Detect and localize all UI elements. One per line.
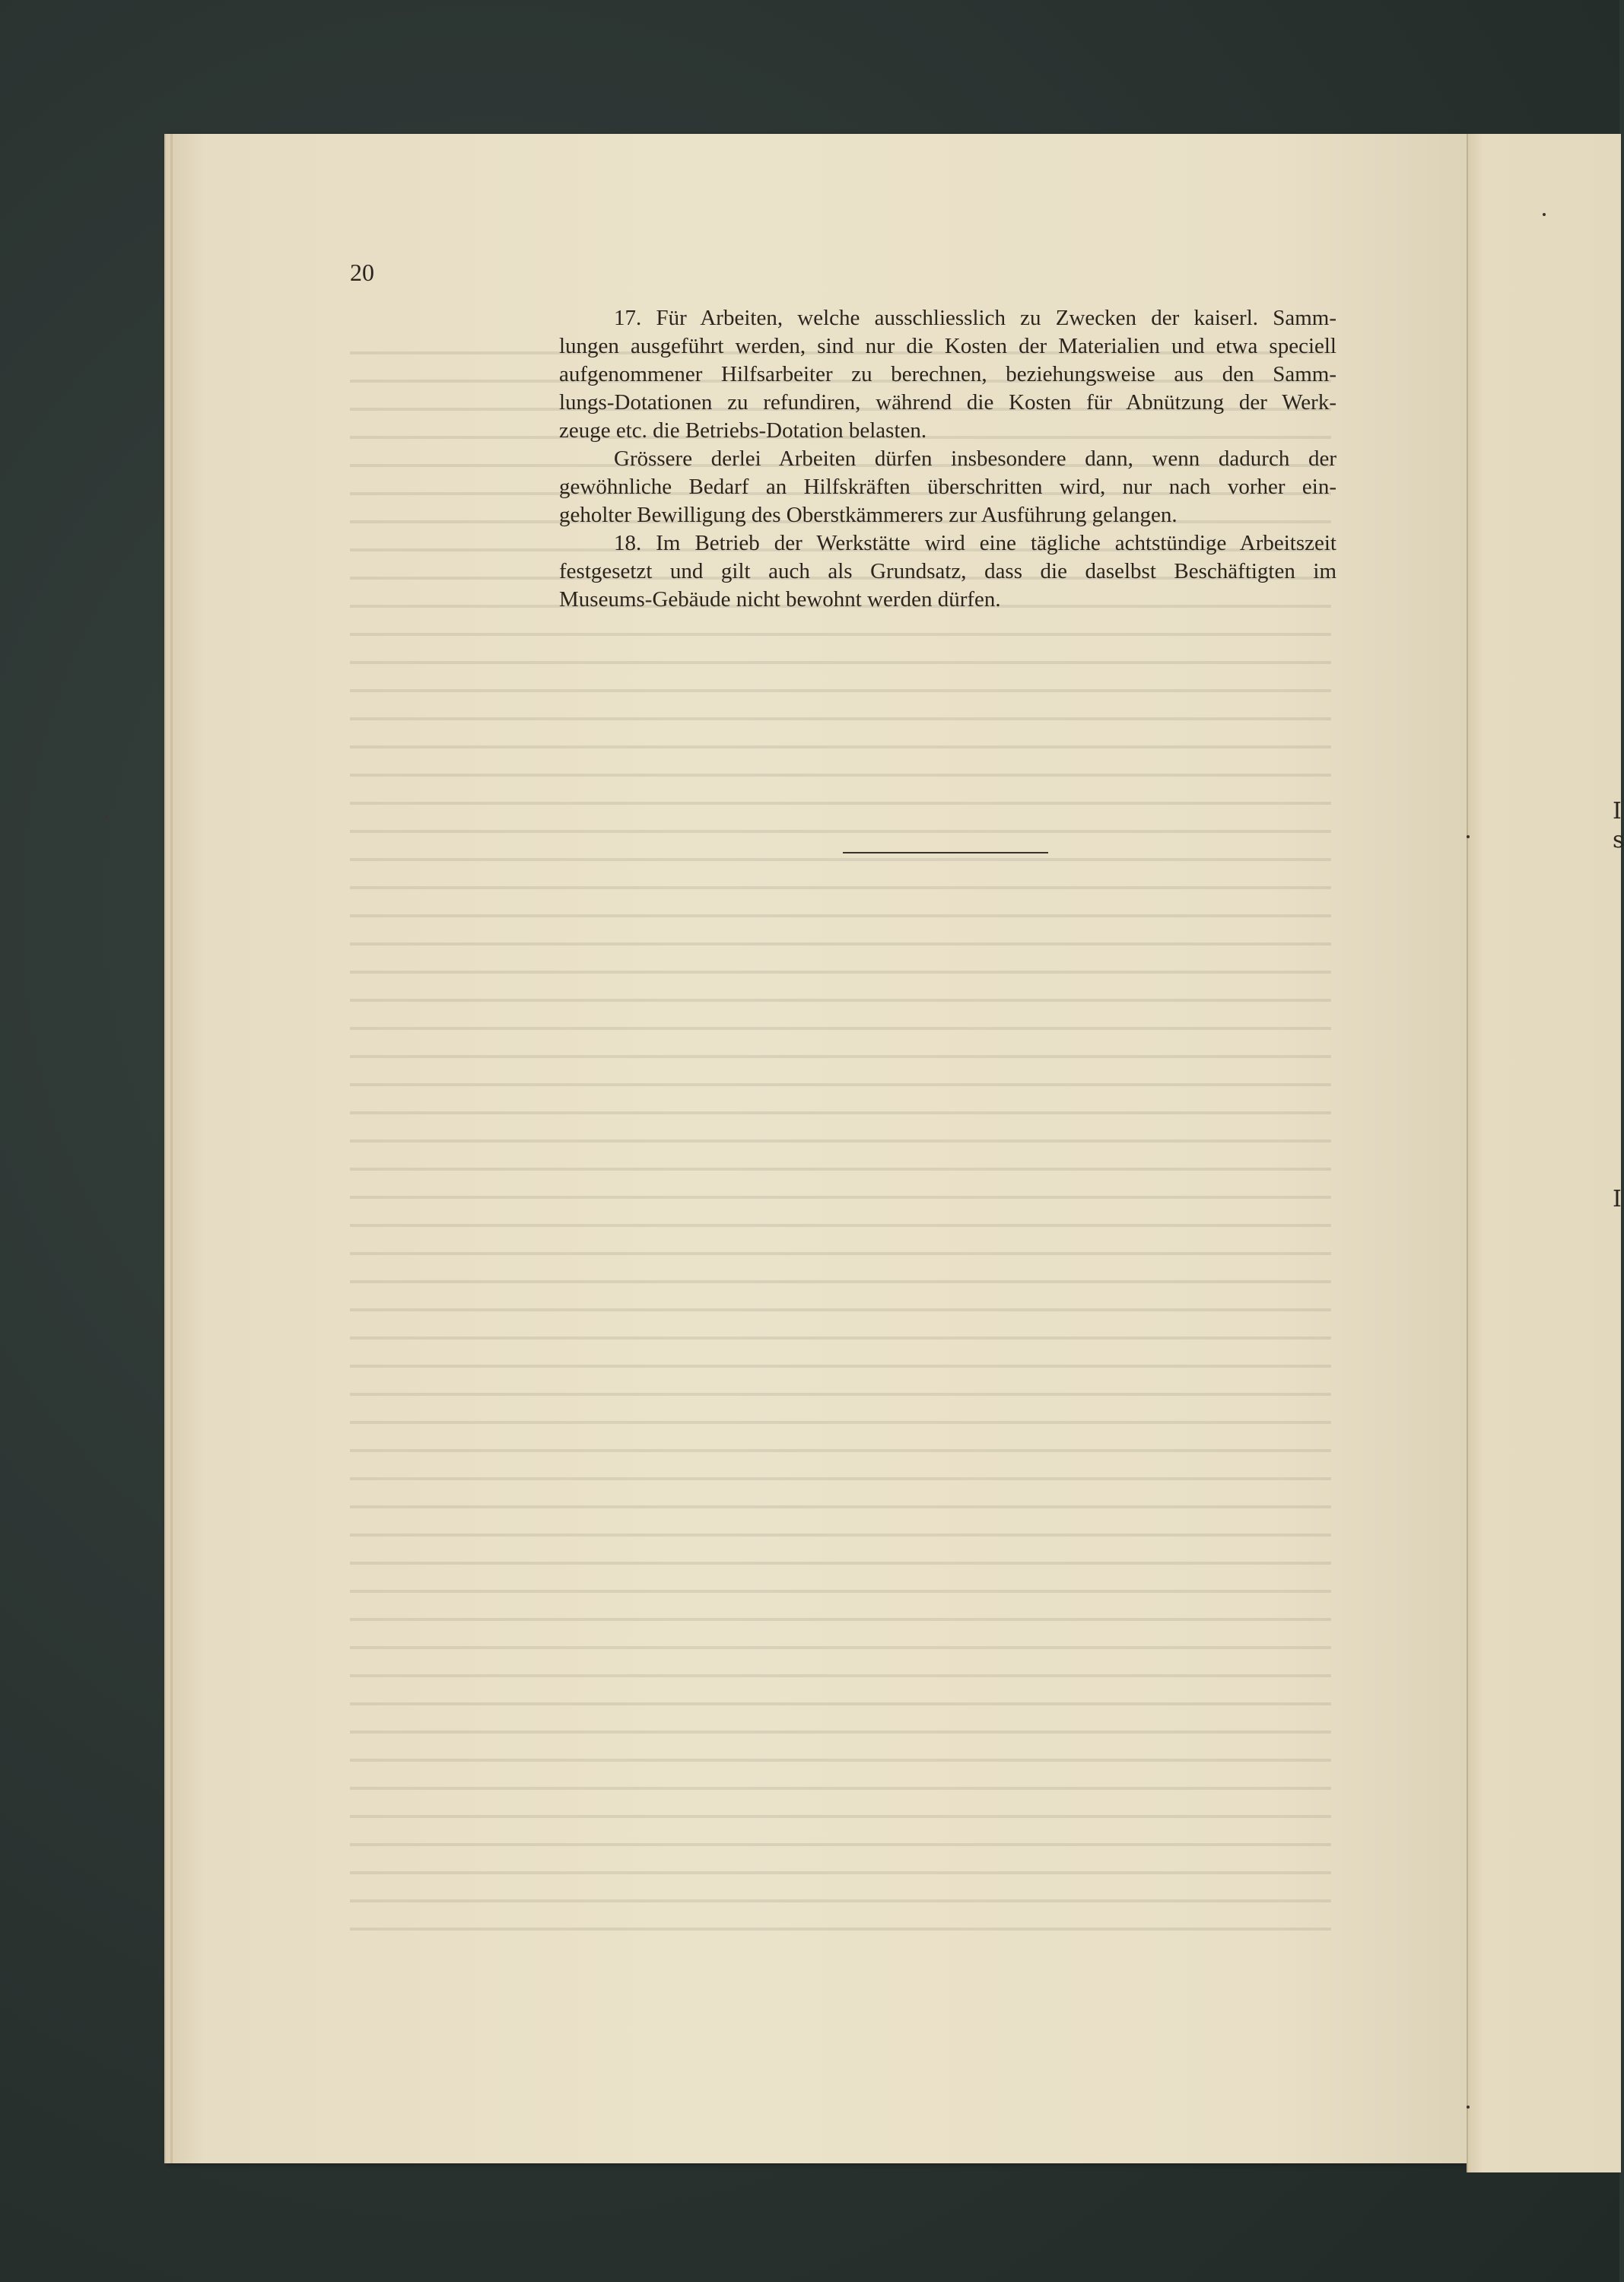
text-line: geholter Bewilligung des Oberstkämmerers zur Ausführung gelangen.: [559, 503, 1177, 527]
paragraph-17: [559, 304, 1336, 445]
paragraph-groessere: [559, 445, 1336, 529]
right-page-edge: [1467, 134, 1621, 2172]
text-line: gewöhnliche Bedarf an Hilfskräften überschritten wird, nur nach vorher ein-: [559, 475, 1336, 499]
paper-speck: [1467, 2106, 1470, 2109]
text-line: Museums-Gebäude nicht bewohnt werden dürfen.: [559, 587, 1001, 612]
text-line: aufgenommener Hilfsarbeiter zu berechnen, beziehungsweise aus den Samm-: [559, 362, 1336, 386]
right-page-fragment: I: [1613, 1186, 1622, 1213]
paper-speck: [1467, 835, 1470, 838]
page-number: 20: [350, 259, 374, 286]
paper-speck: [105, 815, 108, 818]
text-line: lungen ausgeführt werden, sind nur die Kosten der Materialien und etwa speciell: [559, 334, 1336, 358]
text-line: 17. Für Arbeiten, welche ausschliesslich zu Zwecken der kaiserl. Samm-: [614, 306, 1336, 330]
section-divider: [843, 852, 1048, 853]
body-text: [559, 304, 1336, 614]
text-line: 18. Im Betrieb der Werkstätte wird eine tägliche achtstündige Arbeitszeit: [614, 531, 1336, 555]
right-page-fragment: s: [1613, 827, 1624, 853]
right-page-fragment: I: [1613, 798, 1622, 825]
text-line: Grössere derlei Arbeiten dürfen insbesondere dann, wenn dadurch der: [614, 447, 1336, 471]
paragraph-18: [559, 529, 1336, 614]
text-line: zeuge etc. die Betriebs-Dotation belasten.: [559, 418, 927, 443]
paper-speck: [1543, 213, 1546, 216]
text-line: festgesetzt und gilt auch als Grundsatz, dass die daselbst Beschäftigten im: [559, 559, 1336, 583]
text-line: lungs-Dotationen zu refundiren, während die Kosten für Abnützung der Werk-: [559, 390, 1336, 415]
